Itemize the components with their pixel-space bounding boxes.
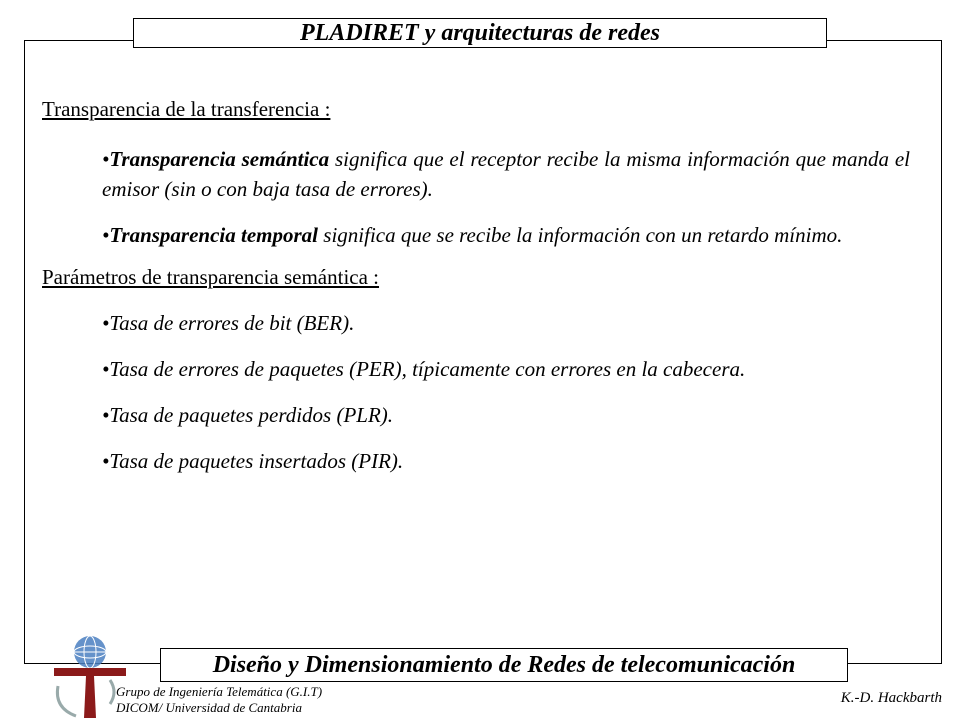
author-name: K.-D. Hackbarth (840, 690, 942, 706)
group-line-2: DICOM/ Universidad de Cantabria (116, 700, 302, 715)
footer-banner: Diseño y Dimensionamiento de Redes de telecomunicación (160, 648, 848, 682)
bullet-ber: •Tasa de errores de bit (BER). (102, 311, 355, 335)
section-heading-parameters: Parámetros de transparencia semántica : (42, 265, 380, 289)
bullet-pir: •Tasa de paquetes insertados (PIR). (102, 449, 404, 473)
group-line-1: Grupo de Ingeniería Telemática (G.I.T) (116, 684, 323, 699)
bullet-per: •Tasa de errores de paquetes (PER), típicamente con errores en la cabecera. (102, 357, 746, 381)
bullet-text: Tasa de errores de bit (BER). (109, 311, 355, 335)
group-credit (116, 684, 322, 716)
slide-title: PLADIRET y arquitecturas de redes (133, 18, 827, 48)
bullet-term: Transparencia semántica (109, 147, 330, 171)
bullet-text: Tasa de paquetes perdidos (PLR). (109, 403, 394, 427)
bullet-text: significa que se recibe la información con un retardo mínimo. (318, 223, 843, 247)
bullet-text: significa que el receptor recibe la misma información que manda el emisor (sin o con baja tasa de errores). (102, 147, 910, 201)
bullet-text: Tasa de errores de paquetes (PER), típicamente con errores en la cabecera. (109, 357, 746, 381)
bullet-plr: •Tasa de paquetes perdidos (PLR). (102, 403, 394, 427)
section-heading-transparency: Transparencia de la transferencia : (42, 97, 331, 121)
bullet-text: Tasa de paquetes insertados (PIR). (109, 449, 404, 473)
bullet-temporal: •Transparencia temporal significa que se recibe la información con un retardo mínimo. (102, 223, 843, 247)
slide-content (42, 96, 910, 476)
bullet-term: Transparencia temporal (109, 223, 319, 247)
bullet-semantic: •Transparencia semántica significa que el receptor recibe la misma información que manda el emisor (sin o con baja tasa de errores). (102, 147, 910, 201)
